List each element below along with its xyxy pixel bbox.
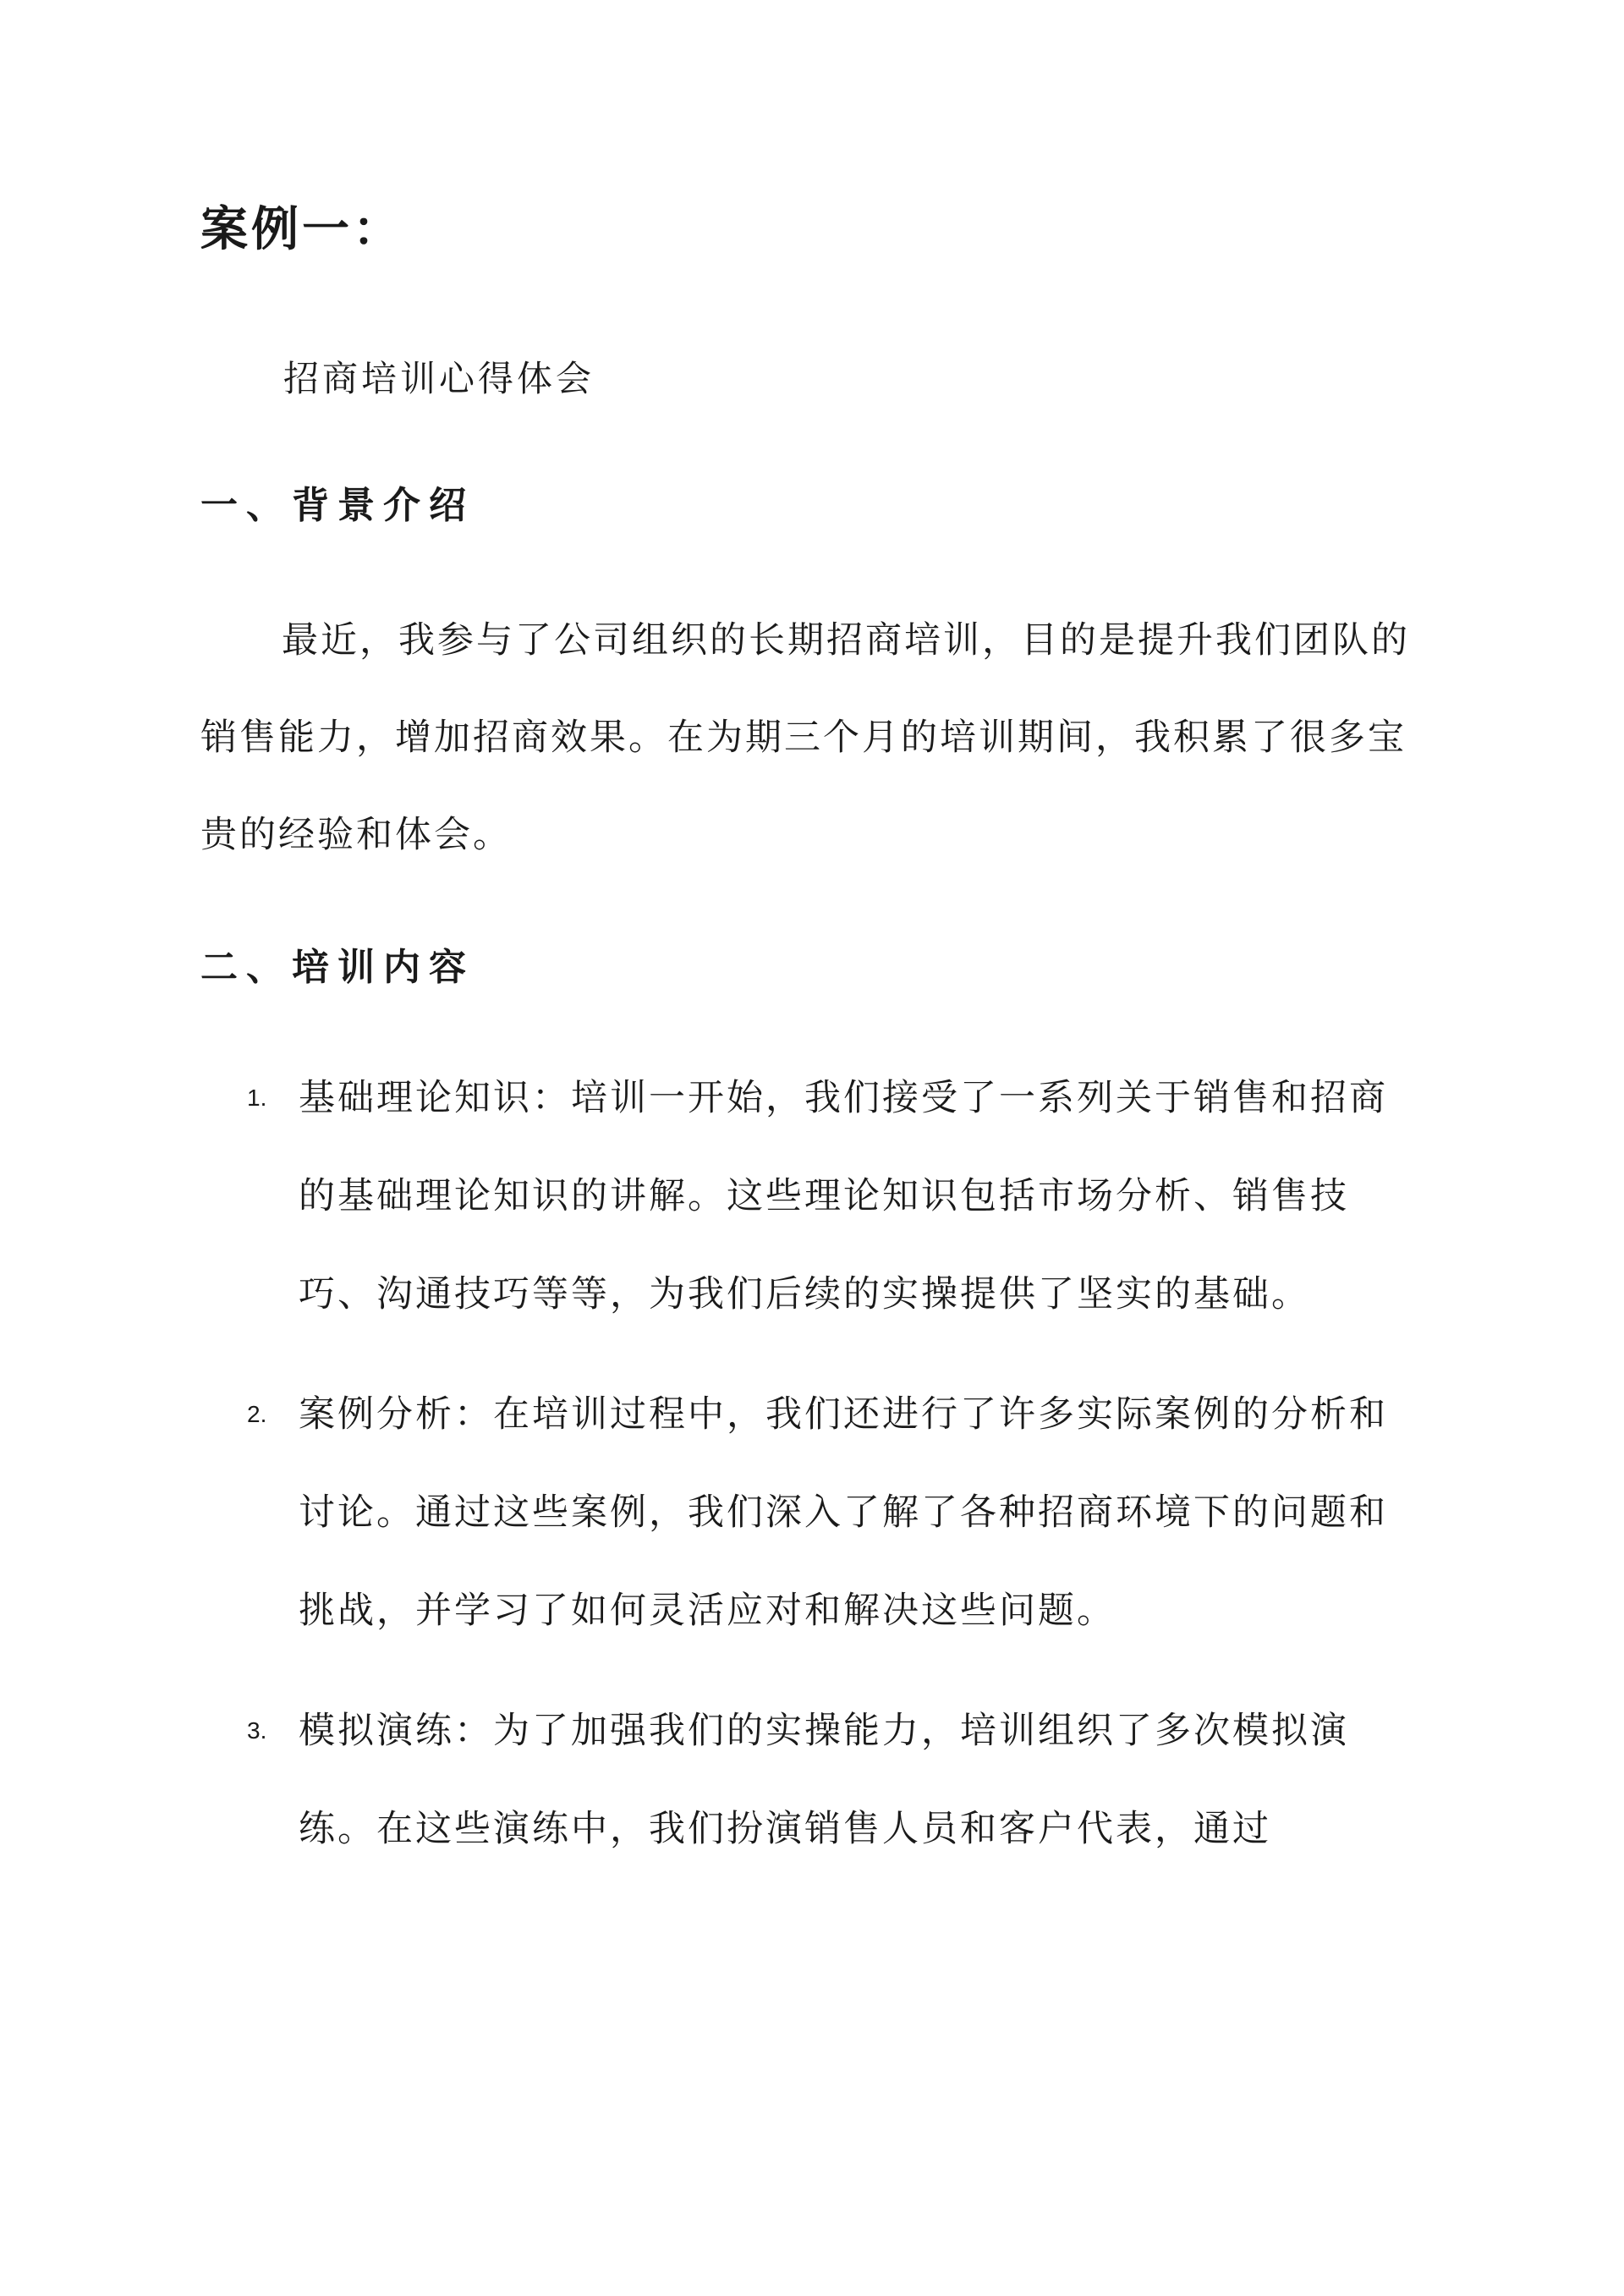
list-item-number: 3.	[247, 1717, 267, 1744]
list-item	[228, 1682, 1413, 1878]
background-paragraph: 最近，我参与了公司组织的长期招商培训，目的是提升我们团队的销售能力，增加招商效果。在为期三个月的培训期间，我积累了很多宝贵的经验和体会。	[200, 619, 1410, 856]
list-item	[228, 1049, 1413, 1343]
case-title: 案例一：	[200, 201, 403, 257]
training-content-list	[228, 1049, 1413, 1900]
section-heading-background: 一、背景介绍	[200, 484, 475, 527]
list-item	[228, 1365, 1413, 1660]
list-item-text: 模拟演练：为了加强我们的实操能力，培训组织了多次模拟演练。在这些演练中，我们扮演销售人员和客户代表，通过	[299, 1710, 1349, 1850]
list-item-number: 1.	[247, 1085, 267, 1111]
document-subtitle: 招商培训心得体会	[283, 358, 595, 399]
list-item-text: 案例分析：在培训过程中，我们还进行了许多实际案例的分析和讨论。通过这些案例，我们深入了解了各种招商环境下的问题和挑战，并学习了如何灵活应对和解决这些问题。	[299, 1393, 1388, 1632]
list-item-text: 基础理论知识：培训一开始，我们接受了一系列关于销售和招商的基础理论知识的讲解。这些理论知识包括市场分析、销售技巧、沟通技巧等等，为我们后续的实操提供了坚实的基础。	[299, 1077, 1388, 1316]
section-heading-training-content: 二、培训内容	[200, 946, 475, 989]
list-item-number: 2.	[247, 1401, 267, 1427]
